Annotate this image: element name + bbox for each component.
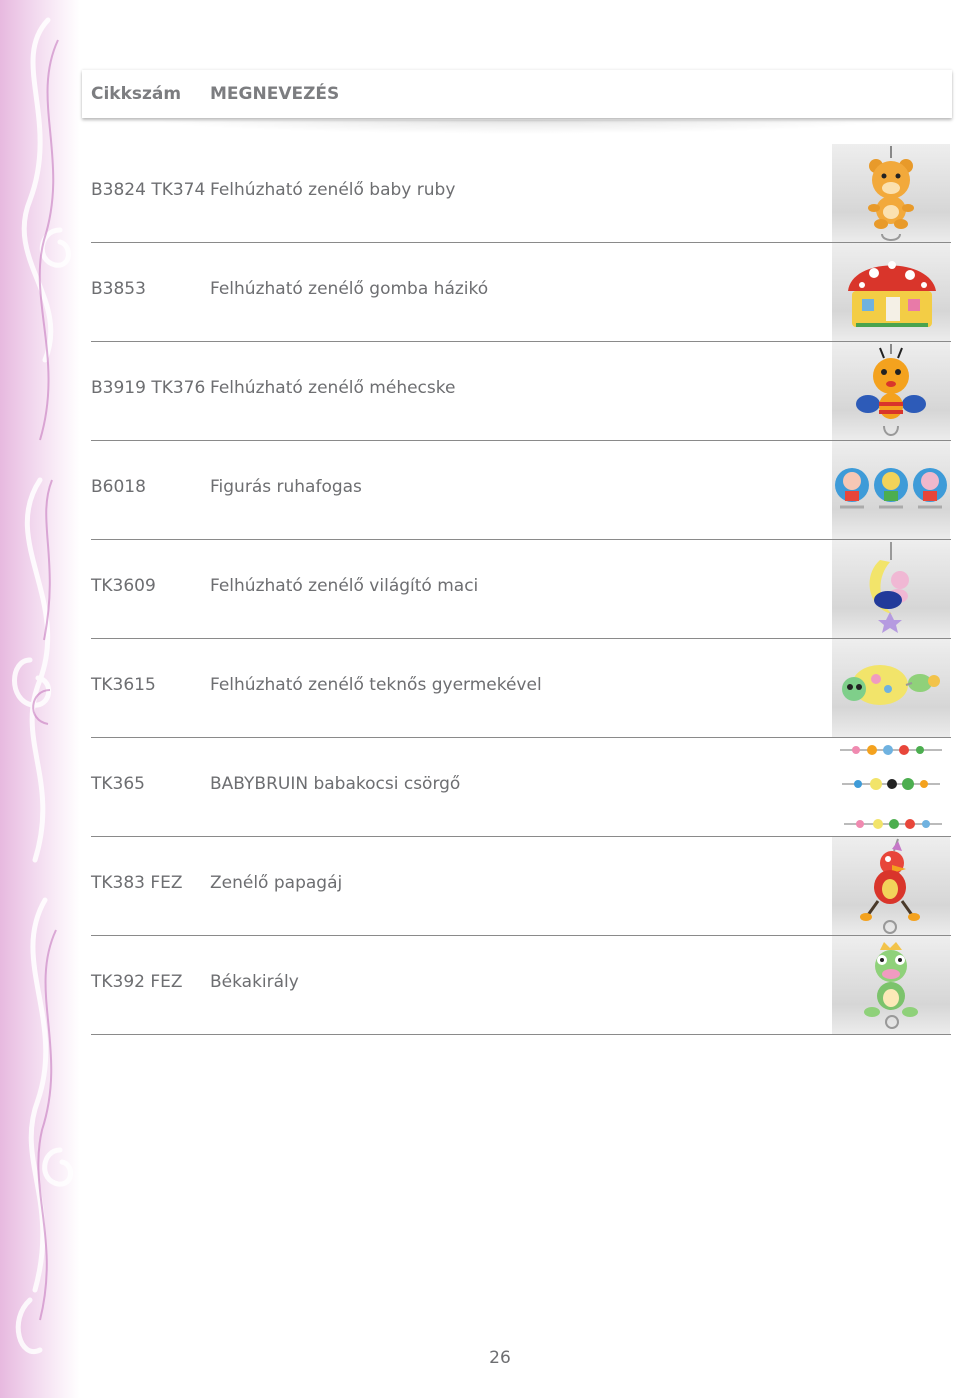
stroller-rattle-icon [832,738,950,836]
product-code: TK365 [91,774,145,794]
product-image [832,441,950,539]
product-code: B3853 [91,279,146,299]
product-image [832,342,950,440]
header-shadow [150,120,890,134]
table-row [0,540,960,639]
product-code: TK383 FEZ [91,873,183,893]
product-code: TK3615 [91,675,156,695]
product-name: Felhúzható zenélő világító maci [210,576,479,596]
table-row [0,738,960,837]
table-row [0,639,960,738]
bee-toy-icon [832,342,950,440]
product-code: B3824 TK374 [91,180,206,200]
table-row [0,342,960,441]
product-image [832,639,950,737]
product-image [832,144,950,242]
product-name: Felhúzható zenélő baby ruby [210,180,456,200]
frog-king-toy-icon [832,936,950,1034]
table-row [0,936,960,1035]
table-row [0,441,960,540]
table-row [0,243,960,342]
product-image [832,936,950,1034]
clothes-hanger-figures-icon [832,441,950,539]
product-name: Zenélő papagáj [210,873,343,893]
product-name: Felhúzható zenélő méhecske [210,378,456,398]
product-name: Felhúzható zenélő gomba házikó [210,279,489,299]
table-header [82,70,952,118]
mushroom-house-icon [832,243,950,341]
product-name: BABYBRUIN babakocsi csörgő [210,774,461,794]
product-name: Békakirály [210,972,299,992]
product-code: B3919 TK376 [91,378,206,398]
row-divider [91,1034,951,1035]
bear-toy-icon [832,144,950,242]
product-name: Figurás ruhafogas [210,477,362,497]
product-image [832,738,950,836]
moon-bear-toy-icon [832,540,950,638]
product-code: B6018 [91,477,146,497]
column-header-name: MEGNEVEZÉS [210,84,340,104]
product-code: TK3609 [91,576,156,596]
turtle-toy-icon [832,639,950,737]
table-row [0,144,960,243]
parrot-toy-icon [832,837,950,935]
product-image [832,243,950,341]
product-name: Felhúzható zenélő teknős gyermekével [210,675,542,695]
product-code: TK392 FEZ [91,972,183,992]
product-image [832,837,950,935]
column-header-code: Cikkszám [91,84,182,104]
page-number: 26 [489,1348,511,1368]
product-image [832,540,950,638]
table-row [0,837,960,936]
